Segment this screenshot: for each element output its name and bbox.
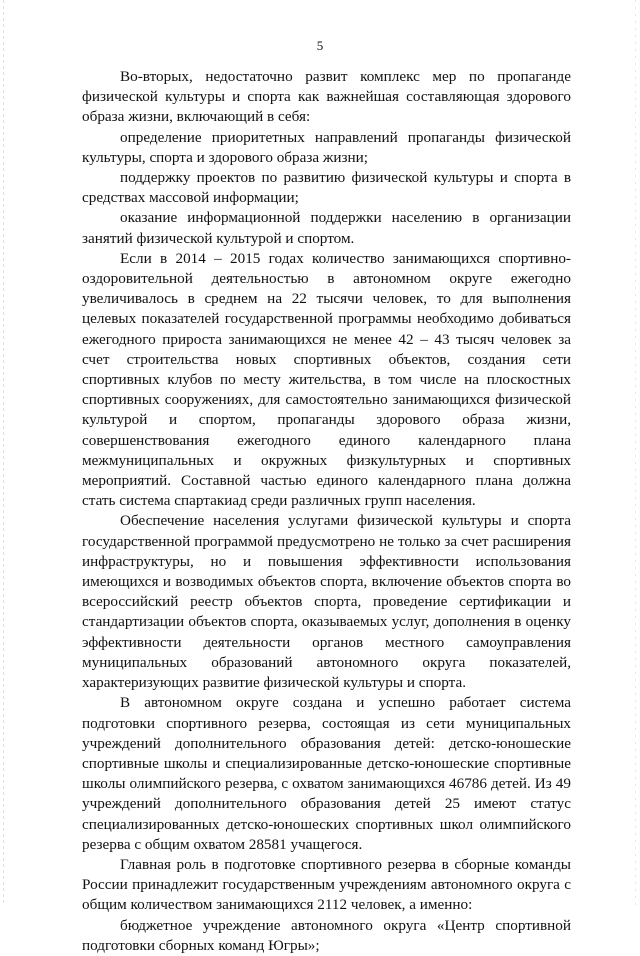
paragraph-state-institutions: Главная роль в подготовке спортивного резерва в сборные команды России принадлежит государственным учреждениям автономного округа с общим количеством занимающихся 2112 человек, а именно: [82,855,571,914]
paragraph-services: Обеспечение населения услугами физической культуры и спорта государственной программой предусмотрено не только за счет расширения инфраструктуры, но и повышения эффективности использования имеющихся и возводимых объектов спорта, включение объектов спорта во всероссийский реестр объектов спорта, проведение сертификации и стандартизации объектов спорта, оказываемых услуг, дополнения в оценку эффективности деятельности органов местного самоуправления муниципальных образований автономного округа показателей, характеризующих развитие физической культуры и спорта. [82,512,571,692]
paragraph-growth-targets: Если в 2014 – 2015 годах количество занимающихся спортивно-оздоровительной деятельностью в автономном округе ежегодно увеличивалось в среднем на 22 тысячи человек, то для выполнения целевых показателей государственной программы необходимо добиваться ежегодного прироста занимающихся не менее 42 – 43 тысяч человек за счет строительства новых спортивных объектов, создания сети спортивных клубов по месту жительства, в том числе на плоскостных спортивных сооружениях, для самостоятельно занимающихся физической культурой и спортом, пропаганды здорового образа жизни, совершенствования ежегодного единого календарного плана межмуниципальных и окружных физкультурных и спортивных мероприятий. Составной частью единого календарного плана должна стать система спартакиад среди различных групп населения. [82,249,571,510]
list-item-media-projects: поддержку проектов по развитию физической культуры и спорта в средствах массовой информации; [82,169,571,207]
list-item-priorities: определение приоритетных направлений пропаганды физической культуры, спорта и здорового образа жизни; [82,128,571,166]
list-item-info-support: оказание информационной поддержки населению в организации занятий физической культурой и спортом. [82,209,571,247]
page-number: 5 [316,38,324,53]
paragraph-intro: Во-вторых, недостаточно развит комплекс мер по пропаганде физической культуры и спорта как важнейшая составляющая здорового образа жизни, включающий в себя: [82,68,571,126]
scan-edge-left [3,0,4,905]
scan-edge-right [635,0,636,905]
list-item-training-center: бюджетное учреждение автономного округа «Центр спортивной подготовки сборных команд Югры»; [82,916,571,954]
document-body [82,67,571,956]
paragraph-sports-reserve: В автономном округе создана и успешно работает система подготовки спортивного резерва, состоящая из сети муниципальных учреждений дополнительного образования детей: детско-юношеские спортивные школы и специализированные детско-юношеские спортивные школы олимпийского резерва, с охватом занимающихся 46786 детей. Из 49 учреждений дополнительного образования детей 25 имеют статус специализированных детско-юношеских спортивных школ олимпийского резерва с общим охватом 28581 учащегося. [82,694,571,853]
